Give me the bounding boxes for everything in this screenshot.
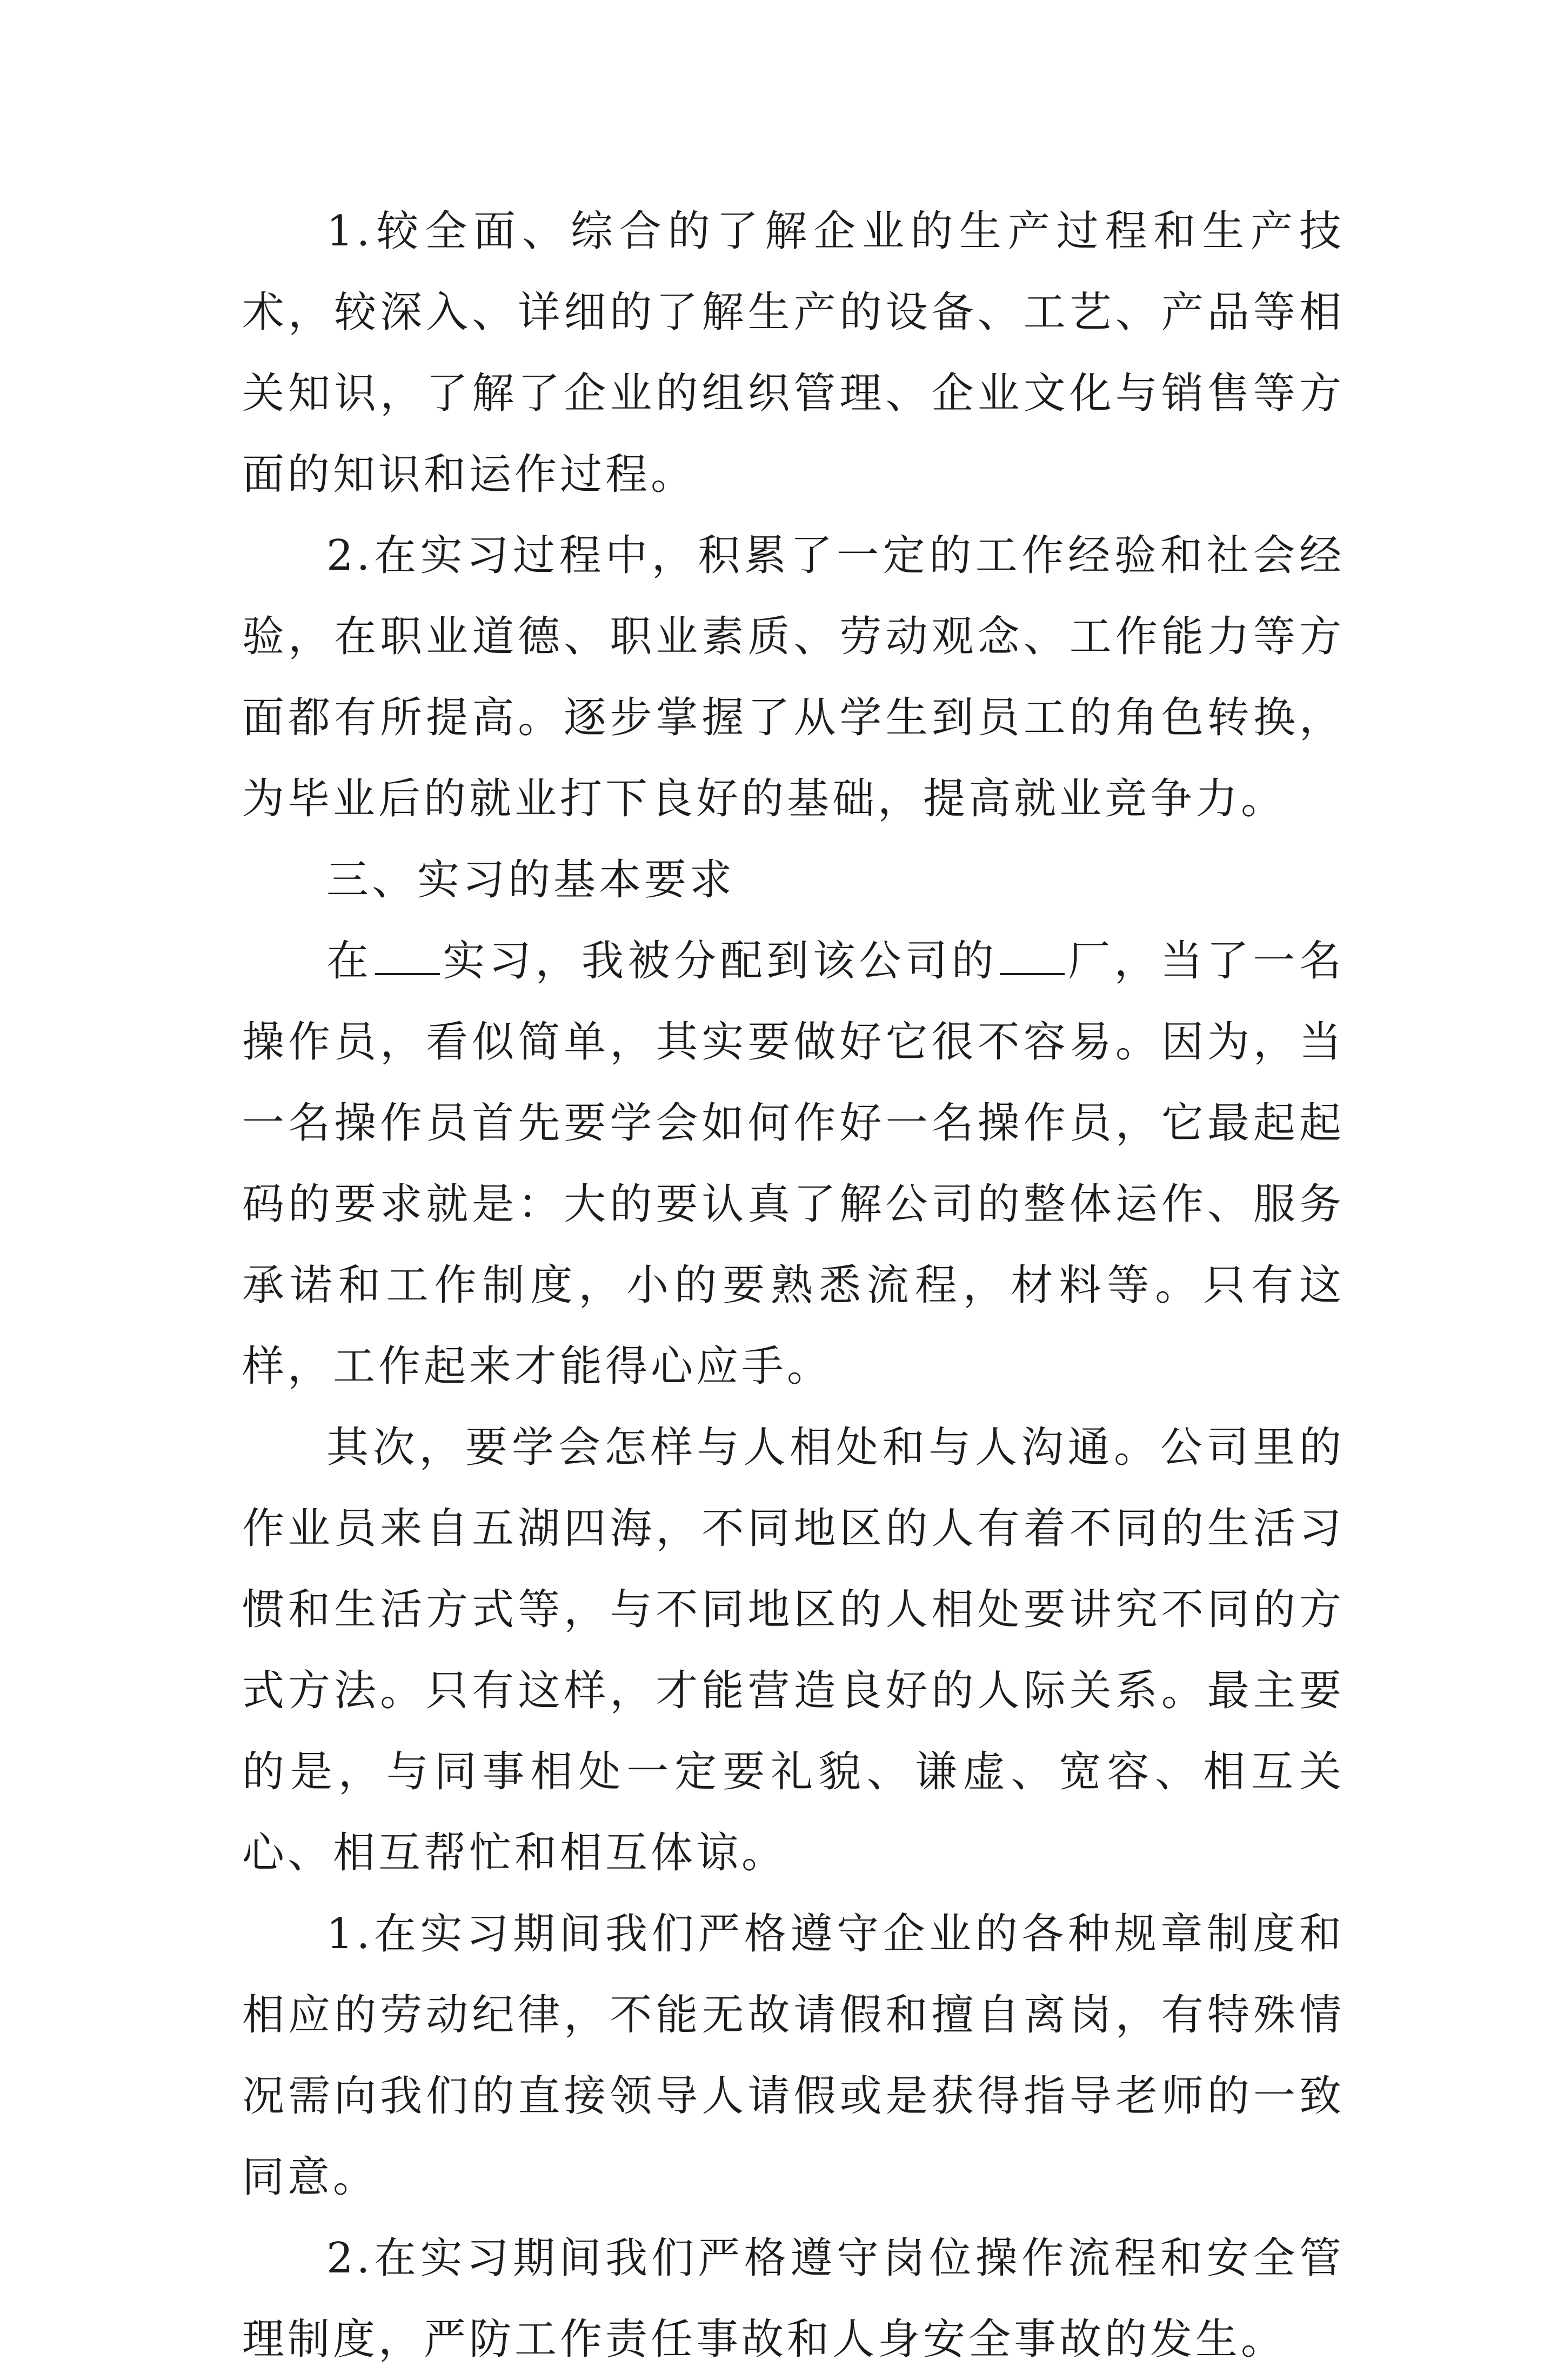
paragraph-rules: 1.在实习期间我们严格遵守企业的各种规章制度和相应的劳动纪律，不能无故请假和擅自离岗，有特殊情况需向我们的直接领导人请假或是获得指导老师的一致同意。 bbox=[242, 1910, 1345, 2202]
assignment-text-b: 实习，我被分配到该公司的 bbox=[442, 937, 998, 985]
assignment-text-c: 厂，当了一名操作员，看似简单，其实要做好它很不容易。因为，当一名操作员首先要学会如何作好一名操作员，它最起起码的要求就是：大的要认真了解公司的整体运作、服务承诺和工作制度，小的要熟悉流程，材料等。只有这样，工作起来才能得心应手。 bbox=[242, 937, 1345, 1391]
paragraph-safety: 2.在实习期间我们严格遵守岗位操作流程和安全管理制度，严防工作责任事故和人身安全事故的发生。 bbox=[242, 2234, 1345, 2364]
document-body bbox=[242, 191, 1345, 2380]
paragraph-knowledge: 1.较全面、综合的了解企业的生产过程和生产技术，较深入、详细的了解生产的设备、工艺、产品等相关知识，了解了企业的组织管理、企业文化与销售等方面的知识和运作过程。 bbox=[242, 207, 1345, 499]
assignment-text-a: 在 bbox=[326, 937, 373, 985]
section-heading: 三、实习的基本要求 bbox=[326, 856, 736, 904]
paragraph-experience: 2.在实习过程中，积累了一定的工作经验和社会经验，在职业道德、职业素质、劳动观念、工作能力等方面都有所提高。逐步掌握了从学生到员工的角色转换，为毕业后的就业打下良好的基础，提高就业竞争力。 bbox=[242, 531, 1345, 823]
blank-factory bbox=[1000, 938, 1065, 975]
paragraph-communication: 其次，要学会怎样与人相处和与人沟通。公司里的作业员来自五湖四海，不同地区的人有着不同的生活习惯和生活方式等，与不同地区的人相处要讲究不同的方式方法。只有这样，才能营造良好的人际关系。最主要的是，与同事相处一定要礼貌、谦虚、宽容、相互关心、相互帮忙和相互体谅。 bbox=[242, 1423, 1345, 1877]
paragraph-assignment bbox=[242, 921, 1345, 1407]
blank-company bbox=[375, 938, 440, 975]
